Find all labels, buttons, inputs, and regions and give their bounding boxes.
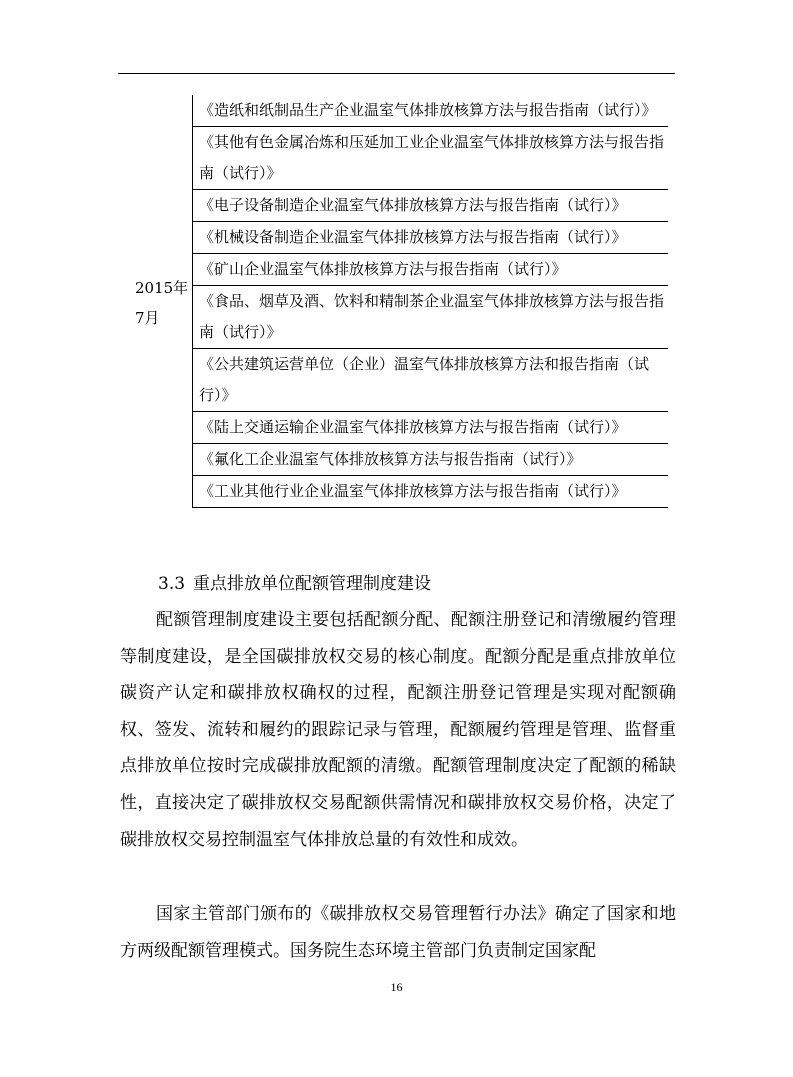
body-paragraph: 国家主管部门颁布的《碳排放权交易管理暂行办法》确定了国家和地方两级配额管理模式。国务院生态环境主管部门负责制定国家配: [120, 904, 676, 961]
section-number: 3.3: [158, 574, 186, 594]
guide-title: 《机械设备制造企业温室气体排放核算方法与报告指南（试行）》: [199, 227, 627, 246]
guide-title: 《公共建筑运营单位（企业）温室气体排放核算方法和报告指南（试行）》: [199, 354, 650, 404]
page-number: 16: [390, 980, 403, 994]
guide-row: [193, 189, 669, 221]
guide-row: [193, 411, 669, 443]
guide-row: [193, 126, 669, 189]
guide-title: 《氟化工企业温室气体排放核算方法与报告指南（试行）》: [199, 449, 582, 468]
guide-title: 《矿山企业温室气体排放核算方法与报告指南（试行）》: [199, 259, 567, 278]
guide-title: 《其他有色金属冶炼和压延加工业企业温室气体排放核算方法与报告指南（试行）》: [199, 132, 665, 182]
guide-row: [193, 221, 669, 253]
guide-title: 《造纸和纸制品生产企业温室气体排放核算方法与报告指南（试行）》: [199, 101, 657, 119]
guide-row: [193, 285, 669, 348]
guide-row: [193, 475, 669, 507]
guide-title: 《陆上交通运输企业温室气体排放核算方法与报告指南（试行）》: [199, 417, 627, 436]
header-rule: [118, 73, 675, 74]
guide-row: [193, 253, 669, 285]
guide-row: [193, 95, 669, 126]
guide-row: [193, 443, 669, 475]
date-label: 2015年7月: [135, 279, 189, 327]
guidelines-table: [128, 95, 668, 508]
section-title: 重点排放单位配额管理制度建设: [193, 574, 432, 594]
date-cell: [128, 95, 193, 507]
section-heading: [158, 570, 439, 598]
guide-row: [193, 348, 669, 411]
guide-title: 《食品、烟草及酒、饮料和精制茶企业温室气体排放核算方法与报告指南（试行）》: [199, 291, 665, 341]
guide-title: 《工业其他行业企业温室气体排放核算方法与报告指南（试行）》: [199, 481, 627, 500]
body-paragraph: 配额管理制度建设主要包括配额分配、配额注册登记和清缴履约管理等制度建设，是全国碳排放权交易的核心制度。配额分配是重点排放单位碳资产认定和碳排放权确权的过程，配额注册登记管理是实现对配额确权、签发、流转和履约的跟踪记录与管理，配额履约管理是管理、监督重点排放单位按时完成碳排放配额的清缴。配额管理制度决定了配额的稀缺性，直接决定了碳排放权交易配额供需情况和碳排放权交易价格，决定了碳排放权交易控制温室气体排放总量的有效性和成效。: [120, 610, 676, 850]
guide-title: 《电子设备制造企业温室气体排放核算方法与报告指南（试行）》: [199, 195, 627, 214]
